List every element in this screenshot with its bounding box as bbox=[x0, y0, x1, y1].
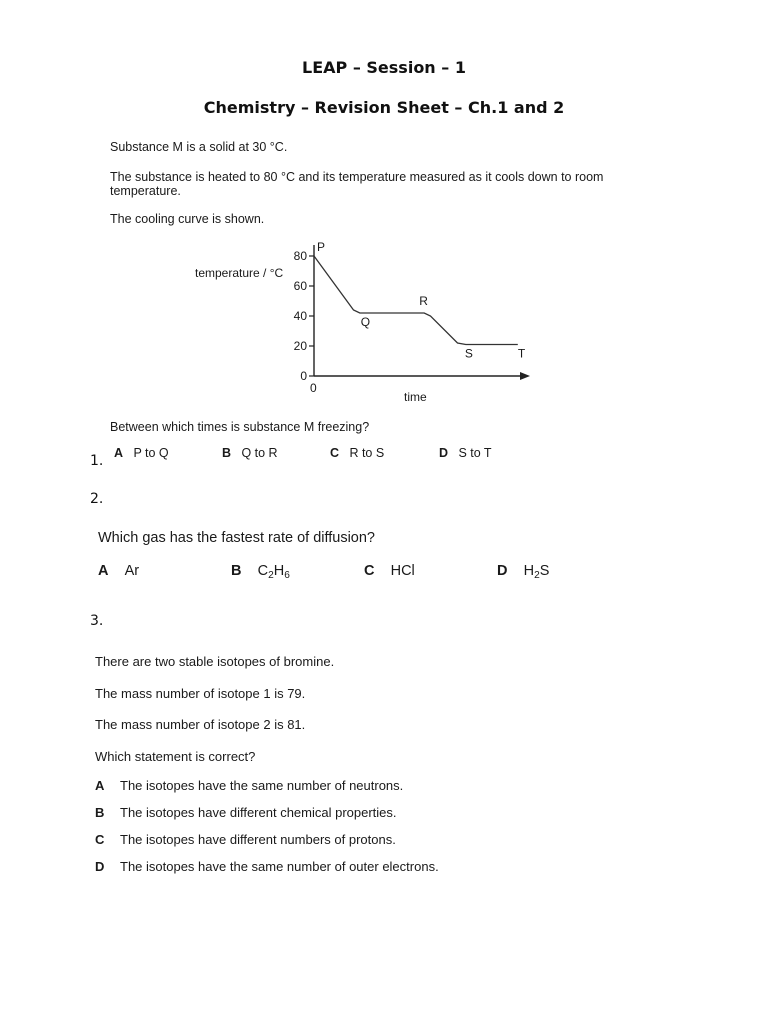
q1-option-d: D S to T bbox=[439, 446, 492, 460]
q2-option-b-formula: $C_2H_6$ bbox=[257, 563, 290, 581]
q2-option-a: A Ar bbox=[98, 563, 140, 579]
y-tick-label: 40 bbox=[293, 309, 307, 323]
q2-option-d: D $H_2S$ bbox=[497, 563, 550, 581]
q3-option-d: D bbox=[95, 859, 105, 874]
x-origin-label: 0 bbox=[310, 381, 317, 395]
q3-option-b-text: The isotopes have different chemical properties. bbox=[120, 805, 397, 820]
q1-intro-line: Substance M is a solid at 30 °C. bbox=[110, 140, 288, 154]
q3-line: The mass number of isotope 1 is 79. bbox=[95, 686, 306, 701]
q1-option-b: B Q to R bbox=[222, 446, 278, 460]
point-label-r: R bbox=[419, 294, 428, 308]
page-title: LEAP – Session – 1 bbox=[302, 58, 466, 77]
q1-intro-line: The substance is heated to 80 °C and its temperature measured as it cools down to room bbox=[110, 170, 604, 184]
x-axis-arrow-icon bbox=[520, 372, 530, 380]
y-tick-label: 20 bbox=[293, 339, 307, 353]
y-tick-label: 60 bbox=[293, 279, 307, 293]
q3-line: There are two stable isotopes of bromine. bbox=[95, 654, 335, 669]
q3-option-c: C bbox=[95, 832, 105, 847]
q3-option-a: A bbox=[95, 778, 105, 793]
page-subtitle: Chemistry – Revision Sheet – Ch.1 and 2 bbox=[203, 98, 565, 117]
question-number: 1. bbox=[90, 453, 104, 469]
q3-question: Which statement is correct? bbox=[95, 749, 256, 764]
q3-option-a-text: The isotopes have the same number of neutrons. bbox=[120, 778, 404, 793]
point-label-s: S bbox=[464, 346, 473, 361]
y-tick-label: 0 bbox=[300, 369, 307, 383]
y-tick-label: 80 bbox=[293, 249, 307, 263]
q3-option-c-text: The isotopes have different numbers of protons. bbox=[120, 832, 396, 847]
cooling-curve-line bbox=[314, 256, 518, 345]
q3-option-b: B bbox=[95, 805, 105, 820]
point-label-p: P bbox=[317, 240, 326, 254]
q2-option-d-formula: $H_2S$ bbox=[523, 563, 550, 581]
point-label-q: Q bbox=[360, 315, 371, 329]
x-axis-label: time bbox=[404, 390, 427, 404]
q2-option-b: B $C_2H_6$ bbox=[231, 563, 290, 581]
q1-option-a: A P to Q bbox=[114, 446, 169, 460]
cooling-curve-chart bbox=[180, 236, 550, 408]
q2-question: Which gas has the fastest rate of diffusion? bbox=[98, 530, 376, 546]
question-number: 2. bbox=[90, 491, 104, 507]
q1-question: Between which times is substance M freezing? bbox=[110, 420, 370, 434]
q1-intro-line: temperature. bbox=[110, 184, 181, 198]
q3-option-d-text: The isotopes have the same number of outer electrons. bbox=[120, 859, 439, 874]
q1-option-c: C R to S bbox=[330, 446, 385, 460]
point-label-t: T bbox=[517, 346, 526, 361]
q3-line: The mass number of isotope 2 is 81. bbox=[95, 717, 306, 732]
question-number: 3. bbox=[90, 613, 104, 629]
q1-intro-line: The cooling curve is shown. bbox=[110, 212, 265, 226]
y-axis-label: temperature / °C bbox=[195, 266, 284, 280]
q2-option-c: C HCl bbox=[364, 563, 415, 579]
